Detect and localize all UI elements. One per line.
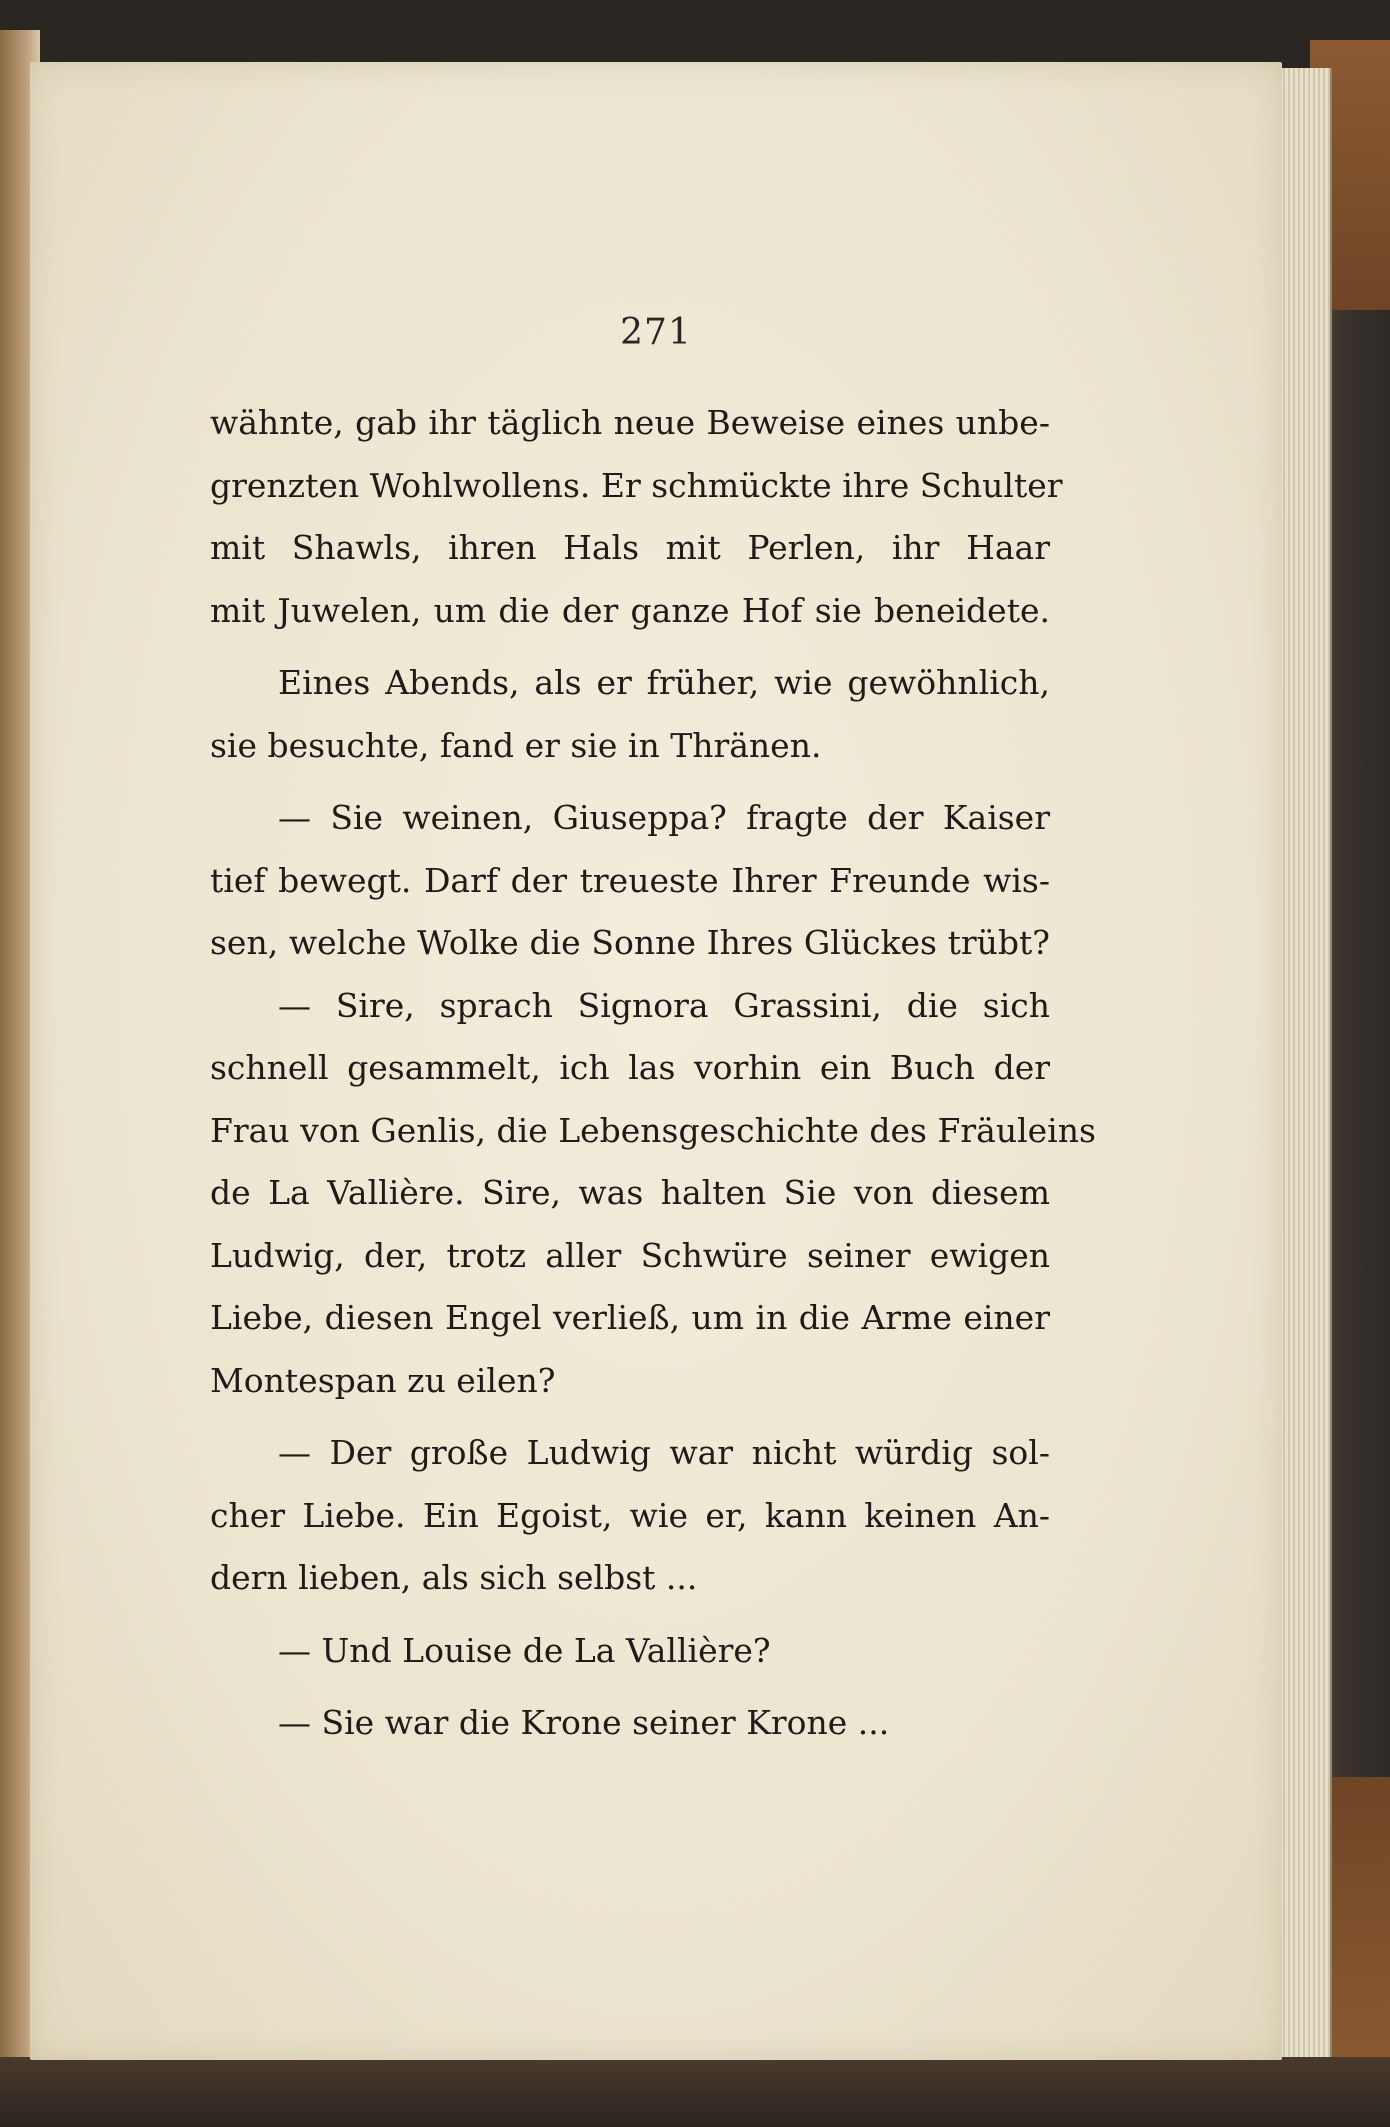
page-text: [210, 392, 1096, 1755]
text-line: mit Juwelen, um die der ganze Hof sie beneidete.: [210, 590, 1050, 630]
book-page: [30, 62, 1282, 2060]
text-line: Liebe, diesen Engel verließ, um in die Arme einer: [210, 1298, 1050, 1337]
text-line: Eines Abends, als er früher, wie gewöhnlich,: [278, 663, 1050, 702]
text-line: sen, welche Wolke die Sonne Ihres Glückes trübt?: [210, 923, 1050, 962]
text-line: grenzten Wohlwollens. Er schmückte ihre Schulter: [210, 465, 1063, 505]
text-line: mit Shawls, ihren Hals mit Perlen, ihr Haar: [210, 528, 1050, 567]
book-bottom-edge: [0, 2057, 1390, 2127]
page-number: 271: [620, 312, 692, 353]
text-line: — Sie war die Krone seiner Krone ...: [278, 1703, 890, 1742]
text-line: schnell gesammelt, ich las vorhin ein Buch der: [210, 1048, 1050, 1087]
text-line: cher Liebe. Ein Egoist, wie er, kann keinen An-: [210, 1495, 1050, 1535]
text-line: sie besuchte, fand er sie in Thränen.: [210, 725, 822, 765]
text-line: wähnte, gab ihr täglich neue Beweise eines unbe-: [210, 403, 1050, 442]
text-line: — Und Louise de La Vallière?: [278, 1630, 771, 1670]
text-line: Montespan zu eilen?: [210, 1360, 556, 1400]
text-line: — Der große Ludwig war nicht würdig sol-: [278, 1433, 1050, 1472]
text-line: de La Vallière. Sire, was halten Sie von diesem: [210, 1173, 1050, 1212]
text-line: Frau von Genlis, die Lebensgeschichte des Fräuleins: [210, 1110, 1096, 1150]
text-line: dern lieben, als sich selbst ...: [210, 1558, 698, 1597]
text-line: — Sire, sprach Signora Grassini, die sich: [278, 985, 1050, 1025]
text-line: Ludwig, der, trotz aller Schwüre seiner ewigen: [210, 1235, 1050, 1275]
text-line: tief bewegt. Darf der treueste Ihrer Freunde wis-: [210, 860, 1050, 900]
text-line: — Sie weinen, Giuseppa? fragte der Kaiser: [278, 798, 1050, 837]
